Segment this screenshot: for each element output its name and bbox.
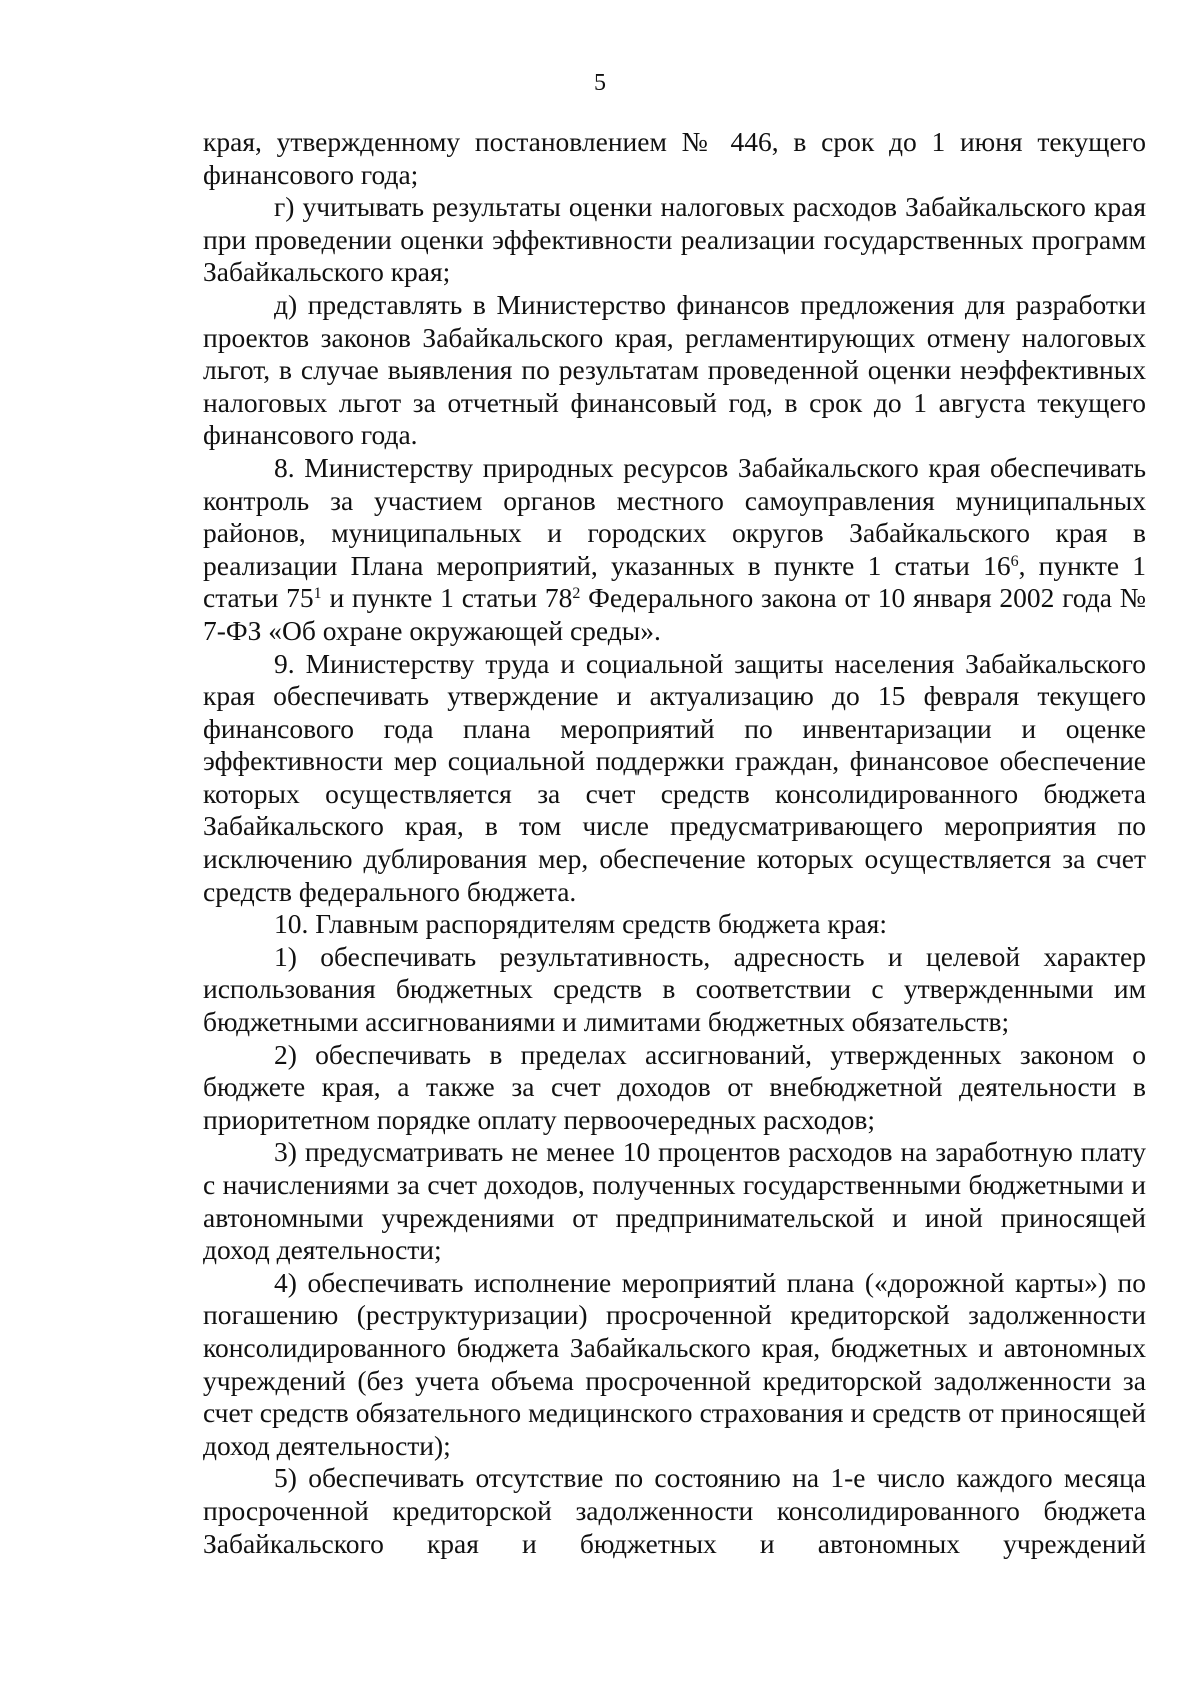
- paragraph-10-1: 1) обеспечивать результативность, адресность и целевой характер использования бюджетных средств в соответствии с утвержденными им бюджетными ассигнованиями и лимитами бюджетных обязательств;: [203, 940, 1146, 1038]
- paragraph-10-2: 2) обеспечивать в пределах ассигнований, утвержденных законом о бюджете края, а также за счет доходов от внебюджетной деятельности в приоритетном порядке оплату первоочередных расходов;: [203, 1038, 1146, 1135]
- superscript-2: 1: [313, 585, 322, 603]
- page-number: 5: [594, 70, 606, 96]
- paragraph-8-text-2: , пункте 1 статьи 75: [203, 549, 1146, 614]
- paragraph-item-g: г) учитывать результаты оценки налоговых расходов Забайкальского края при проведении оценки эффективности реализации государственных программ Забайкальского края;: [203, 191, 1146, 288]
- superscript-3: 2: [572, 585, 581, 603]
- paragraph-10-3: 3) предусматривать не менее 10 процентов расходов на заработную плату с начислениями за счет доходов, полученных государственными бюджетными и автономными учреждениями от предпринимательской и иной приносящей доход деятельности;: [203, 1136, 1146, 1266]
- paragraph-10-4: 4) обеспечивать исполнение мероприятий плана («дорожной карты») по погашению (реструктуризации) просроченной кредиторской задолженности консолидированного бюджета Забайкальского края, бюджетных и автономных учреждений (без учета объема просроченной кредиторской задолженности за счет средств обязательного медицинского страхования и средств от приносящей доход деятельности);: [203, 1266, 1146, 1461]
- document-body: [203, 126, 1146, 1560]
- paragraph-item-d: д) представлять в Министерство финансов предложения для разработки проектов законов Забайкальского края, регламентирующих отмену налоговых льгот, в случае выявления по результатам проведенной оценки неэффективных налоговых льгот за отчетный финансовый год, в срок до 1 августа текущего финансового года.: [203, 288, 1146, 451]
- paragraph-8: [203, 452, 1146, 648]
- paragraph-continuation: края, утвержденному постановлением № 446, в срок до 1 июня текущего финансового года;: [203, 126, 1146, 190]
- paragraph-8-text-4: Федерального закона от 10 января 2002 года № 7-ФЗ «Об охране окружающей среды».: [203, 582, 1147, 646]
- paragraph-8-text-1: 8. Министерству природных ресурсов Забайкальского края обеспечивать контроль за участием органов местного самоуправления муниципальных районов, муниципальных и городских округов Забайкальского края в реализации Плана мероприятий, указанных в пункте 1 статьи 16: [203, 451, 1146, 581]
- paragraph-9: 9. Министерству труда и социальной защиты населения Забайкальского края обеспечивать утверждение и актуализацию до 15 февраля текущего финансового года плана мероприятий по инвентаризации и оценке эффективности мер социальной поддержки граждан, финансовое обеспечение которых осуществляется за счет средств консолидированного бюджета Забайкальского края, в том числе предусматривающего мероприятия по исключению дублирования мер, обеспечение которых осуществляется за счет средств федерального бюджета.: [203, 647, 1146, 907]
- paragraph-8-text-3: и пункте 1 статьи 78: [321, 582, 573, 614]
- paragraph-10-5: 5) обеспечивать отсутствие по состоянию на 1-е число каждого месяца просроченной кредиторской задолженности консолидированного бюджета Забайкальского края и бюджетных и автономных учреждений: [203, 1462, 1146, 1559]
- paragraph-10: 10. Главным распорядителям средств бюджета края:: [274, 908, 887, 940]
- superscript-1: 6: [1010, 552, 1019, 570]
